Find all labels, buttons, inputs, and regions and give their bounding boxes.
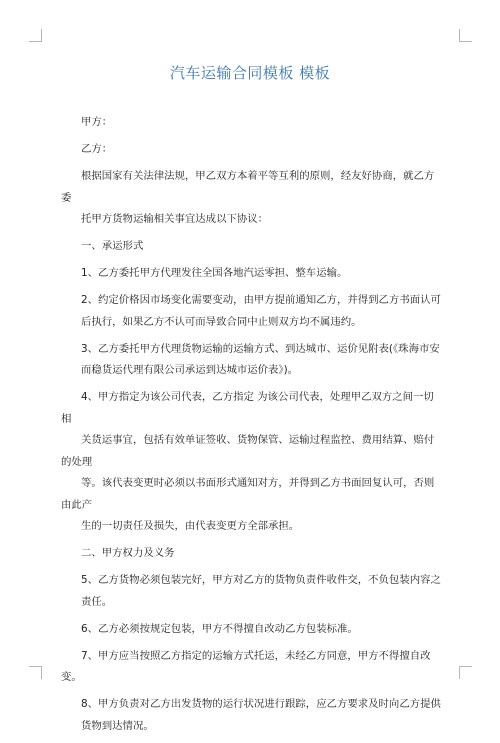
- paragraph: [61, 112, 443, 134]
- paragraph-line: 1、乙方委托甲方代理发往全国各地汽运零担、整车运输。: [81, 267, 348, 279]
- paragraph: [61, 339, 443, 382]
- paragraph-line: 5、乙方货物必须包装完好，甲方对乙方的货物负责件收件交，不负包装内容之: [81, 574, 441, 586]
- paragraph: [61, 694, 443, 737]
- paragraph-line: 等。该代表变更时必须以书面形式通知对方，并得到乙方书面回复认可，否则由此产: [61, 477, 435, 511]
- paragraph-line: 关货运事宜，包括有效单证签收、货物保管、运输过程监控、费用结算、赔付的处理: [61, 434, 435, 468]
- paragraph: [61, 619, 443, 641]
- paragraph-line: 6、乙方必须按规定包装，甲方不得擅自改动乙方包装标准。: [81, 622, 358, 635]
- crop-mark-top-left: [29, 29, 42, 42]
- crop-mark-bottom-left: [29, 666, 42, 679]
- paragraph-line: 生的一切责任及损失，由代表变更方全部承担。: [81, 520, 300, 532]
- paragraph-line: 一、承运形式: [81, 240, 144, 252]
- paragraph-line: 3、乙方委托甲方代理货物运输的运输方式、到达城市、运价见附表(《珠海市安: [81, 342, 440, 355]
- paragraph-line: 甲方：: [81, 116, 113, 128]
- paragraph: [61, 166, 443, 231]
- paragraph-line: 二、甲方权力及义务: [81, 547, 175, 559]
- paragraph-line: 7、甲方应当按照乙方指定的运输方式托运，未经乙方同意，甲方不得擅自改变。: [61, 649, 431, 683]
- paragraph-line: 货物到达情况。: [81, 719, 154, 732]
- paragraph-line: 2、约定价格因市场变化需要变动，由甲方提前通知乙方，并得到乙方书面认可: [81, 294, 441, 306]
- paragraph: [61, 543, 443, 565]
- paragraph: [61, 646, 443, 689]
- crop-mark-bottom-right: [459, 666, 472, 679]
- paragraph-line: 责任。: [81, 595, 113, 608]
- paragraph: [61, 263, 443, 285]
- paragraph-line: 后执行，如果乙方不认可而导致合同中止则双方均不属违约。: [81, 315, 362, 328]
- paragraph-line: 托甲方货物运输相关事宜达成以下协议：: [81, 213, 269, 225]
- paragraph: [61, 387, 443, 538]
- crop-mark-top-right: [459, 29, 472, 42]
- paragraph: [61, 236, 443, 258]
- paragraph-line: 乙方：: [81, 143, 113, 155]
- paragraph: [61, 570, 443, 613]
- paragraph-line: 8、甲方负责对乙方出发货物的运行状况进行跟踪，应乙方要求及时向乙方提供: [81, 698, 441, 710]
- paragraph-line: 根据国家有关法律法规，甲乙双方本着平等互利的原则，经友好协商，就乙方委: [61, 170, 435, 204]
- document-body: [61, 112, 443, 743]
- paragraph-line: 4、甲方指定为该公司代表，乙方指定 为该公司代表，处理甲乙双方之间一切相: [61, 391, 434, 425]
- paragraph: [61, 290, 443, 333]
- paragraph: [61, 139, 443, 161]
- document-title: 汽车运输合同模板 模板: [169, 64, 331, 82]
- paragraph-line: 而稳货运代理有限公司承运到达城市运价表》)。: [81, 364, 299, 376]
